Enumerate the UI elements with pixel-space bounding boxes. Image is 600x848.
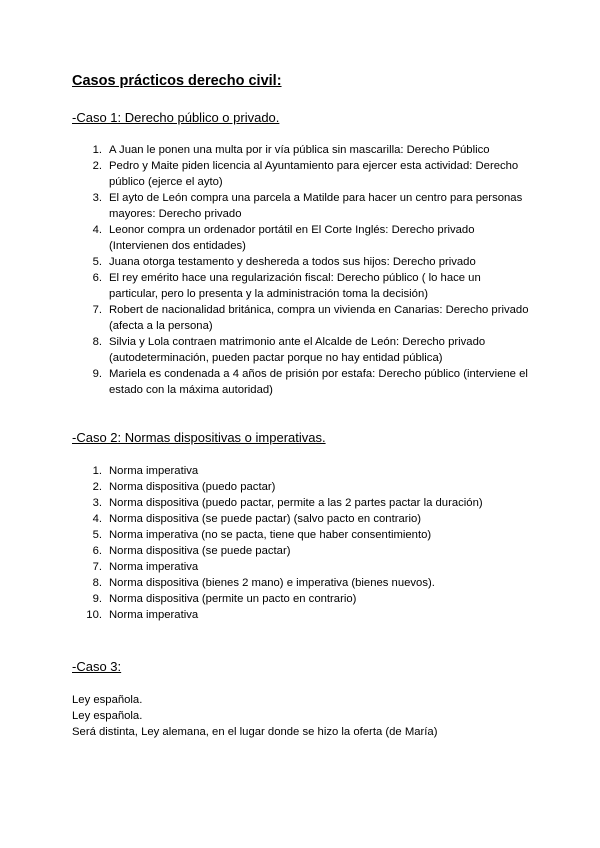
item-text: Mariela es condenada a 4 años de prisión por estafa: Derecho público (interviene el estado con la máxima autoridad): [109, 368, 528, 396]
list-item: [72, 463, 532, 479]
caso-3-answer-3: Será distinta, Ley alemana, en el lugar donde se hizo la oferta (de María): [72, 726, 438, 738]
item-number: 3.: [92, 192, 102, 204]
list-item: [72, 190, 532, 222]
item-number: 10.: [86, 609, 102, 621]
item-number: 6.: [92, 272, 102, 284]
document-title: Casos prácticos derecho civil:: [72, 73, 282, 89]
item-text: Norma dispositiva (bienes 2 mano) e imperativa (bienes nuevos).: [109, 577, 435, 589]
list-item: [72, 543, 532, 559]
item-number: 2.: [92, 160, 102, 172]
item-text: El rey emérito hace una regularización fiscal: Derecho público ( lo hace un particular, pero lo presenta y la administración toma la decisión): [109, 272, 481, 300]
item-text: El ayto de León compra una parcela a Matilde para hacer un centro para personas mayores: Derecho privado: [109, 192, 523, 220]
item-text: Norma imperativa: [109, 561, 199, 573]
list-item: [72, 222, 532, 254]
item-text: Norma imperativa (no se pacta, tiene que haber consentimiento): [109, 529, 432, 541]
list-item: [72, 302, 532, 334]
caso-2-list: [72, 463, 532, 623]
item-text: Norma dispositiva (se puede pactar): [109, 545, 291, 557]
list-item: [72, 334, 532, 366]
list-item: [72, 575, 532, 591]
list-item: [72, 527, 532, 543]
caso-3-answer-2: Ley española.: [72, 710, 143, 722]
item-number: 4.: [92, 513, 102, 525]
item-text: Norma dispositiva (puedo pactar): [109, 481, 276, 493]
list-item: [72, 270, 532, 302]
item-text: Leonor compra un ordenador portátil en El Corte Inglés: Derecho privado (Intervienen dos entidades): [109, 224, 475, 252]
item-number: 7.: [92, 304, 102, 316]
list-item: [72, 591, 532, 607]
list-item: [72, 254, 532, 270]
item-number: 8.: [92, 336, 102, 348]
item-number: 7.: [92, 561, 102, 573]
caso-1-heading: -Caso 1: Derecho público o privado.: [72, 110, 280, 125]
item-number: 9.: [92, 593, 102, 605]
item-number: 5.: [92, 529, 102, 541]
item-text: Norma dispositiva (permite un pacto en contrario): [109, 593, 357, 605]
item-text: A Juan le ponen una multa por ir vía pública sin mascarilla: Derecho Público: [109, 144, 490, 156]
list-item: [72, 511, 532, 527]
item-number: 1.: [92, 144, 102, 156]
item-number: 5.: [92, 256, 102, 268]
list-item: [72, 479, 532, 495]
item-text: Norma dispositiva (se puede pactar) (salvo pacto en contrario): [109, 513, 422, 525]
item-number: 1.: [92, 465, 102, 477]
item-text: Robert de nacionalidad británica, compra un vivienda en Canarias: Derecho privado (afecta a la persona): [109, 304, 529, 332]
item-number: 8.: [92, 577, 102, 589]
list-item: [72, 366, 532, 398]
caso-3-heading: -Caso 3:: [72, 659, 122, 674]
list-item: [72, 158, 532, 190]
item-text: Pedro y Maite piden licencia al Ayuntamiento para ejercer esta actividad: Derecho público (ejerce el ayto): [109, 160, 519, 188]
item-text: Silvia y Lola contraen matrimonio ante el Alcalde de León: Derecho privado (autodeterminación, pueden pactar porque no hay entidad pública): [109, 336, 486, 364]
item-number: 3.: [92, 497, 102, 509]
caso-1-list: [72, 142, 532, 398]
item-text: Juana otorga testamento y deshereda a todos sus hijos: Derecho privado: [109, 256, 476, 268]
caso-2-heading: -Caso 2: Normas dispositivas o imperativas.: [72, 430, 326, 445]
item-text: Norma dispositiva (puedo pactar, permite a las 2 partes pactar la duración): [109, 497, 483, 509]
item-number: 2.: [92, 481, 102, 493]
list-item: [72, 559, 532, 575]
item-number: 6.: [92, 545, 102, 557]
list-item: [72, 607, 532, 623]
list-item: [72, 495, 532, 511]
list-item: [72, 142, 532, 158]
item-text: Norma imperativa: [109, 465, 199, 477]
item-text: Norma imperativa: [109, 609, 199, 621]
item-number: 9.: [92, 368, 102, 380]
item-number: 4.: [92, 224, 102, 236]
caso-3-answer-1: Ley española.: [72, 694, 143, 706]
